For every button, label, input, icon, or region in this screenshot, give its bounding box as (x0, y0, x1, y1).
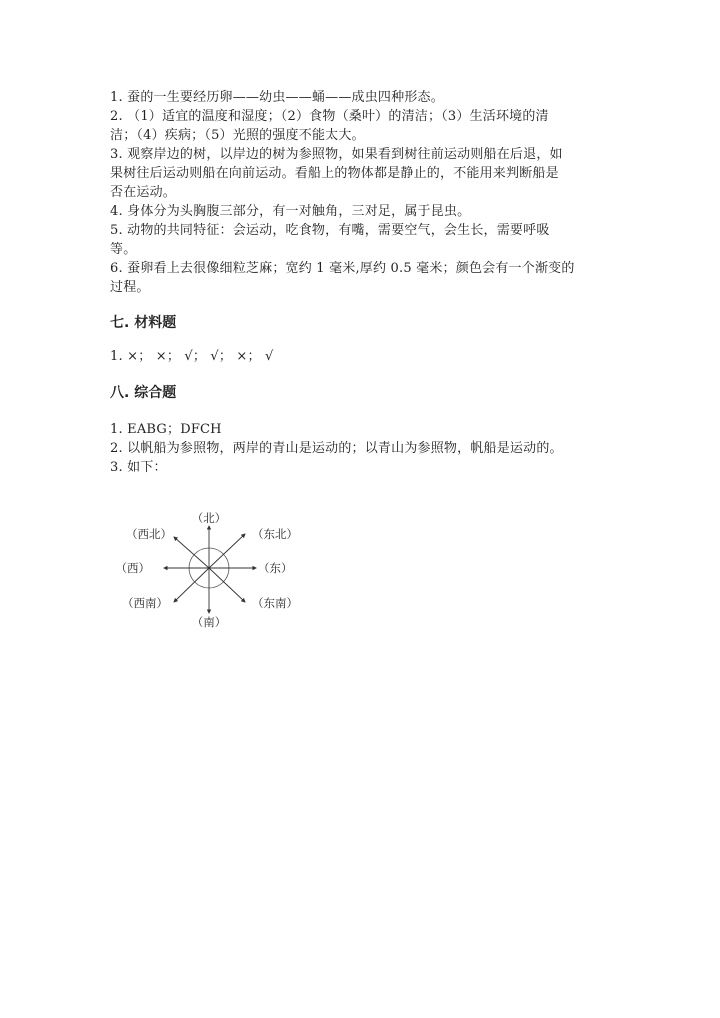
label-southeast: （东南） (252, 596, 298, 610)
answer-line: 3. 观察岸边的树，以岸边的树为参照物，如果看到树往前运动则船在后退，如 (110, 147, 563, 162)
answer-line: 1. 蚕的一生要经历卵——幼虫——蛹——成虫四种形态。 (110, 90, 444, 105)
northeast-arrow (209, 534, 245, 568)
answer-line: 过程。 (110, 280, 150, 295)
label-north: （北） (191, 511, 227, 525)
answer-line: 洁；（4）疾病；（5）光照的强度不能太大。 (110, 128, 365, 143)
answer-line: 1. ×； ×； √； √； ×； √ (110, 349, 274, 364)
section7-heading: 七. 材料题 (110, 315, 177, 331)
northwest-arrow (174, 537, 209, 568)
answer-line: 6. 蚕卵看上去很像细粒芝麻；宽约 1 毫米,厚约 0.5 毫米；颜色会有一个渐变的 (110, 261, 575, 276)
answer-line: 否在运动。 (110, 185, 177, 200)
answer-line: 等。 (110, 242, 137, 257)
label-east: （东） (258, 561, 293, 575)
answer-line: 果树往后运动则船在向前运动。看船上的物体都是静止的，不能用来判断船是 (110, 166, 559, 181)
label-southwest: （西南） (122, 596, 168, 610)
label-south: （南） (191, 615, 227, 629)
southeast-arrow (209, 568, 245, 602)
label-northeast: （东北） (252, 527, 298, 541)
label-northwest: （西北） (126, 527, 172, 541)
answer-line: 2. （1）适宜的温度和湿度；（2）食物（桑叶）的清洁；（3）生活环境的清 (110, 109, 549, 124)
answer-line: 5. 动物的共同特征：会运动，吃食物，有嘴，需要空气，会生长，需要呼吸 (110, 223, 550, 238)
answer-line: 2. 以帆船为参照物，两岸的青山是运动的；以青山为参照物，帆船是运动的。 (110, 441, 563, 456)
answer-line: 4. 身体分为头胸腹三部分，有一对触角，三对足，属于昆虫。 (110, 204, 471, 219)
answer-line: 3. 如下： (110, 460, 167, 475)
label-west: （西） (115, 561, 150, 575)
compass-diagram (110, 500, 310, 640)
southwest-arrow (174, 568, 209, 602)
section8-heading: 八. 综合题 (110, 385, 177, 401)
answer-line: 1. EABG；DFCH (110, 422, 222, 437)
